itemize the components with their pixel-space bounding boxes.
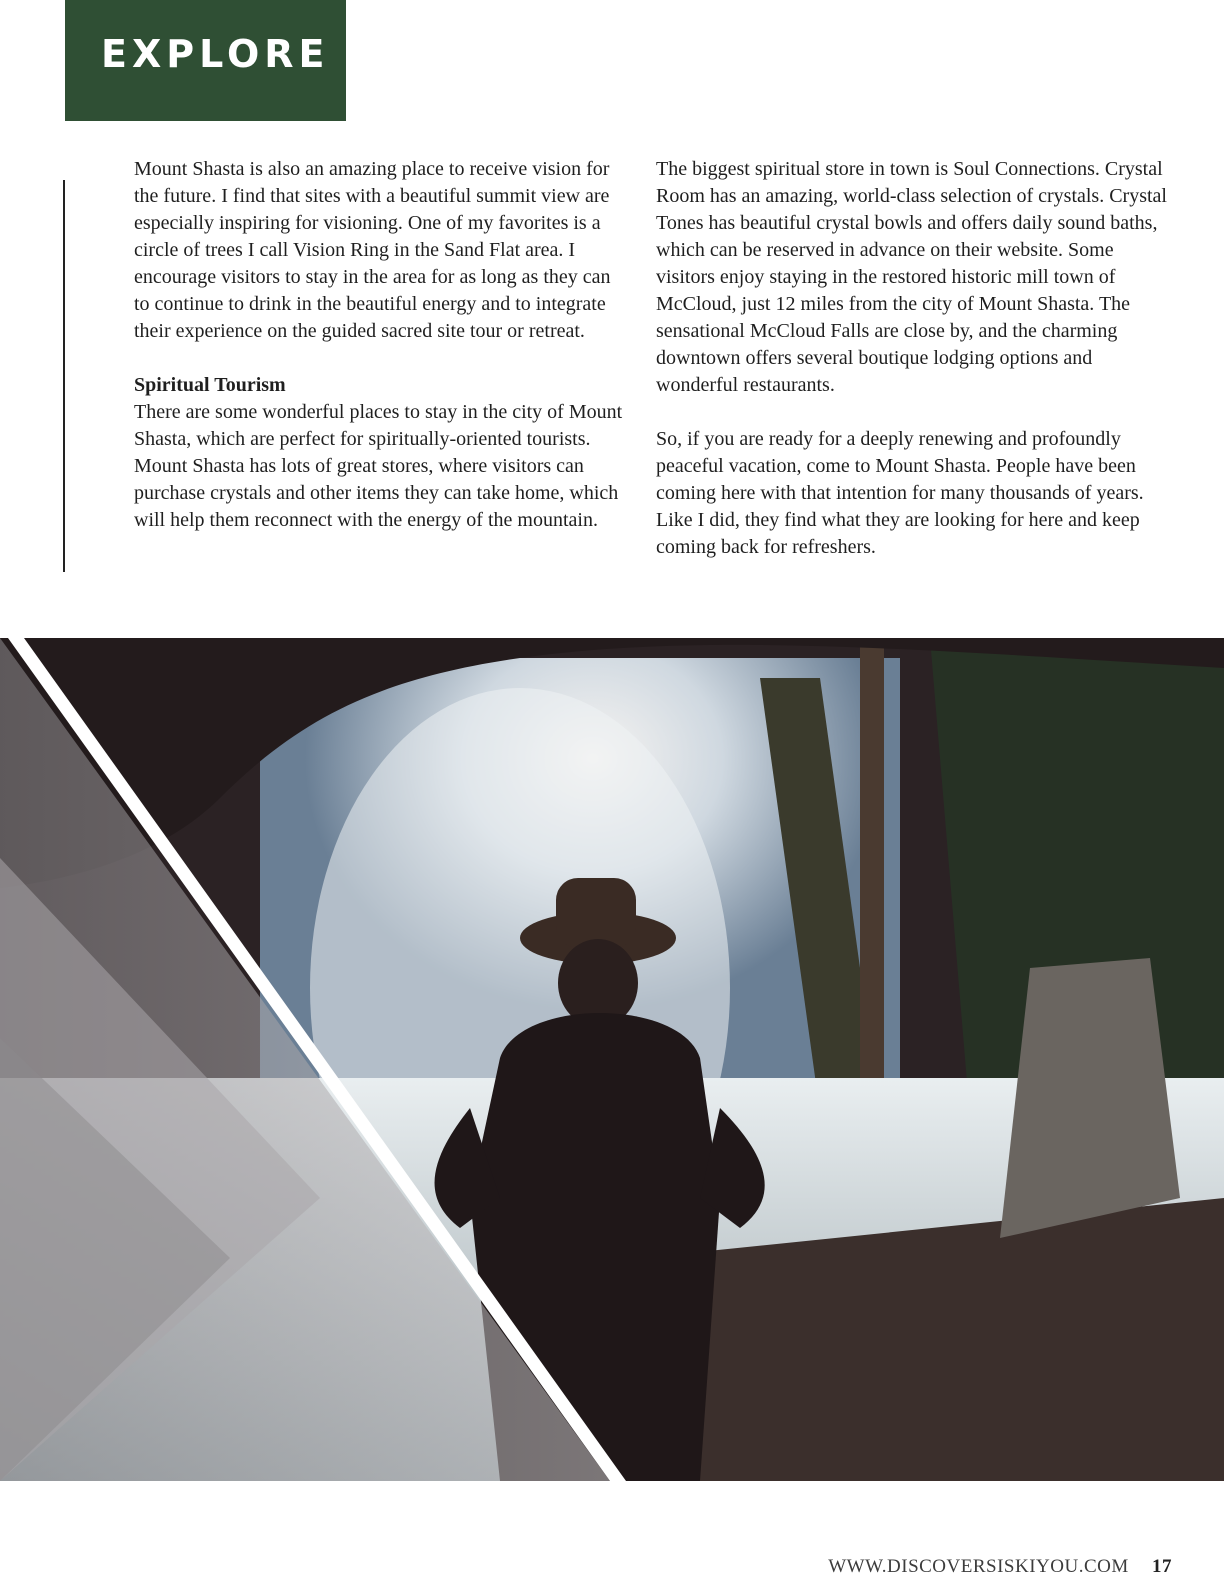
footer-website: WWW.DISCOVERSISKIYOU.COM: [828, 1556, 1129, 1577]
side-rule: [63, 180, 65, 572]
page-footer: [828, 1556, 1172, 1578]
section-label: EXPLORE: [101, 32, 330, 76]
section-tab: [65, 0, 346, 121]
waterfall-photo: [0, 638, 1224, 1481]
right-column: [656, 156, 1176, 588]
right-paragraph-1: The biggest spiritual store in town is Soul Connections. Crystal Room has an amazing, world-class selection of crystals. Crystal Tones has beautiful crystal bowls and offers daily sound baths, which can be reserved in advance on their website. Some visitors enjoy staying in the restored historic mill town of McCloud, just 12 miles from the city of Mount Shasta. The sensational McCloud Falls are close by, and the charming downtown offers several boutique lodging options and wonderful restaurants.: [656, 158, 1167, 396]
left-column: [134, 156, 624, 561]
left-paragraph-2: There are some wonderful places to stay in the city of Mount Shasta, which are perfect for spiritually-oriented tourists. Mount Shasta has lots of great stores, where visitors can purchase crystals and other items they can take home, which will help them reconnect with the energy of the mountain.: [134, 401, 623, 531]
subhead-spiritual-tourism: Spiritual Tourism: [134, 374, 286, 396]
left-paragraph-1: Mount Shasta is also an amazing place to receive vision for the future. I find that sites with a beautiful summit view are especially inspiring for visioning. One of my favorites is a circle of trees I call Vision Ring in the Sand Flat area. I encourage visitors to stay in the area for as long as they can to continue to drink in the beautiful energy and to integrate their experience on the guided sacred site tour or retreat.: [134, 158, 611, 342]
page-number: 17: [1152, 1556, 1172, 1577]
waterfall-photo-illustration: [0, 638, 1224, 1481]
left-section: [134, 372, 624, 534]
right-paragraph-2: So, if you are ready for a deeply renewing and profoundly peaceful vacation, come to Mount Shasta. People have been coming here with that intention for many thousands of years. Like I did, they find what they are looking for here and keep coming back for refreshers.: [656, 428, 1144, 558]
